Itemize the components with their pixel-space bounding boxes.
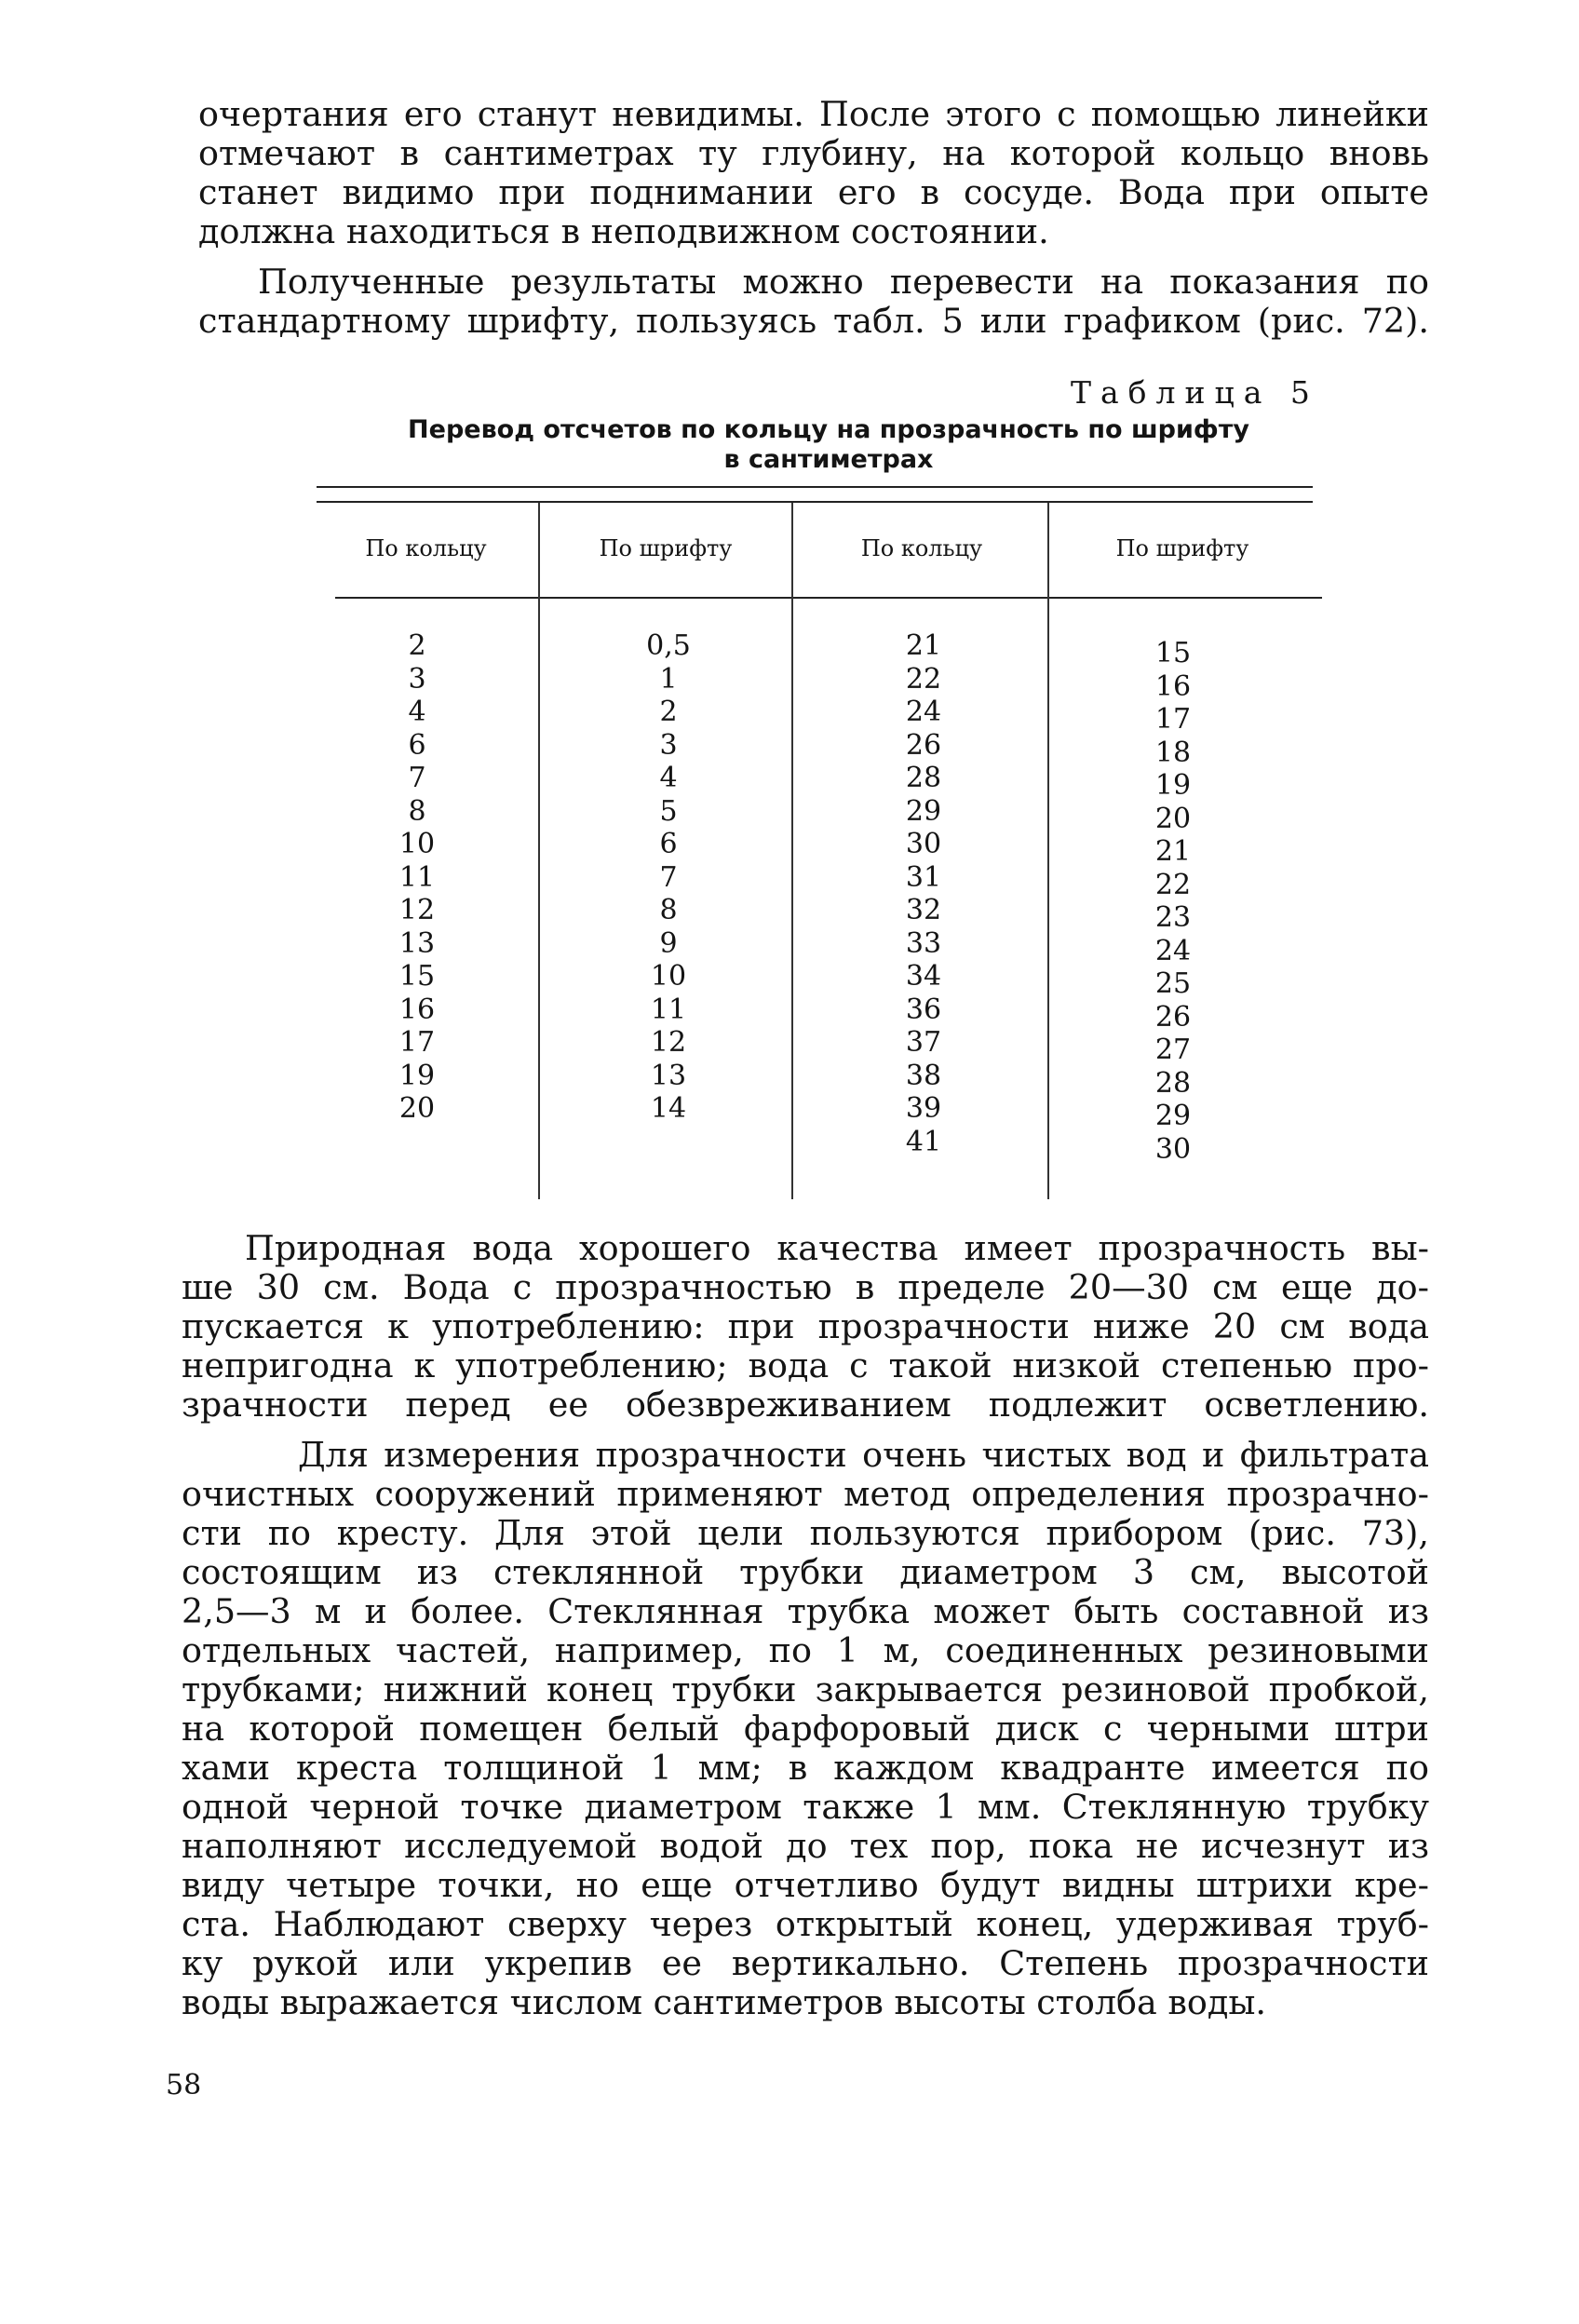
table-cell: 15: [1154, 637, 1192, 669]
table-cell: 24: [1154, 934, 1192, 967]
text-line: сти по кресту. Для этой цели пользуются прибором (рис. 73),: [182, 1513, 1429, 1553]
text-line: отмечают в сантиметрах ту глубину, на которой кольцо вновь: [198, 133, 1429, 173]
table-cell: 13: [398, 926, 436, 960]
table-header-font-2: По шрифту: [1115, 535, 1249, 561]
table-header-ring-1: По кольцу: [365, 535, 487, 561]
text-line: Полученные результаты можно перевести на показания по: [258, 262, 1429, 302]
table-cell: 27: [1154, 1034, 1192, 1066]
table-cell: 41: [905, 1125, 942, 1158]
text-line: пускается к употреблению: при прозрачности ниже 20 см вода: [182, 1306, 1429, 1346]
table-cell: 3: [659, 728, 678, 762]
table-title: [317, 415, 1341, 475]
paragraph-2: [182, 263, 1429, 341]
table-cell: 2: [408, 629, 426, 662]
table-cell: 3: [408, 662, 426, 696]
table-cell: 33: [905, 926, 942, 960]
table-column-divider: [1047, 503, 1049, 1199]
table-cell: 1: [659, 662, 678, 696]
table-cell: 24: [905, 696, 942, 728]
table-cell: 13: [650, 1059, 687, 1092]
table-cell: 2: [659, 696, 678, 728]
text-line: ста. Наблюдают сверху через открытый конец, удерживая труб-: [182, 1904, 1429, 1944]
text-line: зрачности перед ее обезвреживанием подлежит осветлению.: [182, 1385, 1429, 1425]
text-line: состоящим из стеклянной трубки диаметром 3 см, высотой: [182, 1552, 1429, 1592]
table-cell: 36: [905, 993, 942, 1026]
table-cell: 20: [1154, 802, 1192, 835]
text-line: очертания его станут невидимы. После этого с помощью линейки: [198, 94, 1429, 134]
table-cell: 39: [905, 1092, 942, 1125]
table-column-font-1: [613, 629, 724, 1126]
table-cell: 28: [905, 762, 942, 794]
table-cell: 19: [1154, 769, 1192, 802]
text-line: хами креста толщиной 1 мм; в каждом квадранте имеется по: [182, 1748, 1429, 1788]
table-cell: 22: [1154, 868, 1192, 901]
table-cell: 11: [650, 993, 687, 1026]
table-cell: 18: [1154, 736, 1192, 769]
table-cell: 29: [1154, 1100, 1192, 1132]
text-line: одной черной точке диаметром также 1 мм. Стеклянную трубку: [182, 1787, 1429, 1827]
table-cell: 8: [408, 794, 426, 828]
table-cell: 7: [659, 860, 678, 894]
table-column-ring-1: [361, 629, 473, 1126]
table-cell: 38: [905, 1059, 942, 1092]
table-cell: 7: [408, 762, 426, 794]
text-line: станет видимо при поднимании его в сосуде. Вода при опыте: [198, 172, 1429, 212]
table-title-line: в сантиметрах: [723, 445, 934, 474]
table-cell: 12: [650, 1026, 687, 1059]
text-line: на которой помещен белый фарфоровый диск с черными штри: [182, 1709, 1429, 1749]
table-cell: 8: [659, 894, 678, 926]
table-cell: 16: [398, 993, 436, 1026]
text-line: наполняют исследуемой водой до тех пор, пока не исчезнут из: [182, 1826, 1429, 1866]
table-top-rule: [317, 486, 1313, 488]
table-cell: 6: [659, 828, 678, 860]
table-cell: 26: [905, 728, 942, 762]
table-cell: 15: [398, 960, 436, 993]
table-cell: 30: [1154, 1132, 1192, 1166]
table-cell: 30: [905, 828, 942, 860]
text-line: виду четыре точки, но еще отчетливо будут видны штрихи кре-: [182, 1865, 1429, 1905]
text-line: 2,5—3 м и более. Стеклянная трубка может быть составной из: [182, 1591, 1429, 1631]
text-line: стандартному шрифту, пользуясь табл. 5 или графиком (рис. 72).: [198, 301, 1429, 341]
text-line: трубками; нижний конец трубки закрывается резиновой пробкой,: [182, 1669, 1429, 1709]
table-cell: 28: [1154, 1066, 1192, 1100]
table-column-divider: [791, 503, 793, 1199]
table-header-ring-2: По кольцу: [860, 535, 983, 561]
table-cell: 26: [1154, 1000, 1192, 1034]
table-cell: 0,5: [646, 629, 691, 662]
text-line: Для измерения прозрачности очень чистых вод и фильтрата: [298, 1435, 1429, 1475]
text-line: должна находиться в неподвижном состоянии.: [198, 211, 1049, 251]
table-column-divider: [538, 503, 540, 1199]
page-number: 58: [166, 2069, 202, 2101]
table-header-rule: [335, 597, 1322, 599]
text-line: Природная вода хорошего качества имеет прозрачность вы-: [245, 1228, 1429, 1268]
paragraph-4: [182, 1436, 1429, 2022]
table-cell: 21: [905, 629, 942, 662]
table-column-ring-2: [868, 629, 979, 1158]
text-line: воды выражается числом сантиметров высоты столба воды.: [182, 1982, 1267, 2022]
table-cell: 29: [905, 794, 942, 828]
table-cell: 32: [905, 894, 942, 926]
table-top-rule-2: [317, 501, 1313, 503]
table-cell: 37: [905, 1026, 942, 1059]
table-cell: 4: [659, 762, 678, 794]
table-cell: 14: [650, 1092, 687, 1125]
table-cell: 22: [905, 662, 942, 696]
text-line: ку рукой или укрепив ее вертикально. Степень прозрачности: [182, 1943, 1429, 1983]
table-cell: 25: [1154, 967, 1192, 1000]
table-cell: 23: [1154, 901, 1192, 934]
text-line: непригодна к употреблению; вода с такой низкой степенью про-: [182, 1345, 1429, 1385]
table-cell: 19: [398, 1059, 436, 1092]
table-header-font-1: По шрифту: [599, 535, 733, 561]
text-line: очистных сооружений применяют метод определения прозрачно-: [182, 1474, 1429, 1514]
table-cell: 5: [659, 794, 678, 828]
table-cell: 20: [398, 1092, 436, 1125]
table-label: Таблица 5: [1071, 374, 1319, 411]
text-line: ше 30 см. Вода с прозрачностью в пределе 20—30 см еще до-: [182, 1267, 1429, 1307]
table-cell: 34: [905, 960, 942, 993]
table-cell: 31: [905, 860, 942, 894]
table-cell: 4: [408, 696, 426, 728]
table-column-font-2: [1117, 637, 1229, 1166]
table-cell: 17: [1154, 703, 1192, 736]
table-title-line: Перевод отсчетов по кольцу на прозрачность по шрифту: [408, 415, 1249, 444]
table-cell: 16: [1154, 669, 1192, 703]
paragraph-3: [182, 1229, 1429, 1425]
table-cell: 6: [408, 728, 426, 762]
table-cell: 9: [659, 926, 678, 960]
table-cell: 21: [1154, 835, 1192, 868]
paragraph-1: [182, 95, 1429, 251]
table-cell: 10: [398, 828, 436, 860]
text-line: отдельных частей, например, по 1 м, соединенных резиновыми: [182, 1630, 1429, 1670]
table-cell: 11: [398, 860, 436, 894]
table-cell: 12: [398, 894, 436, 926]
table-cell: 17: [398, 1026, 436, 1059]
table-cell: 10: [650, 960, 687, 993]
